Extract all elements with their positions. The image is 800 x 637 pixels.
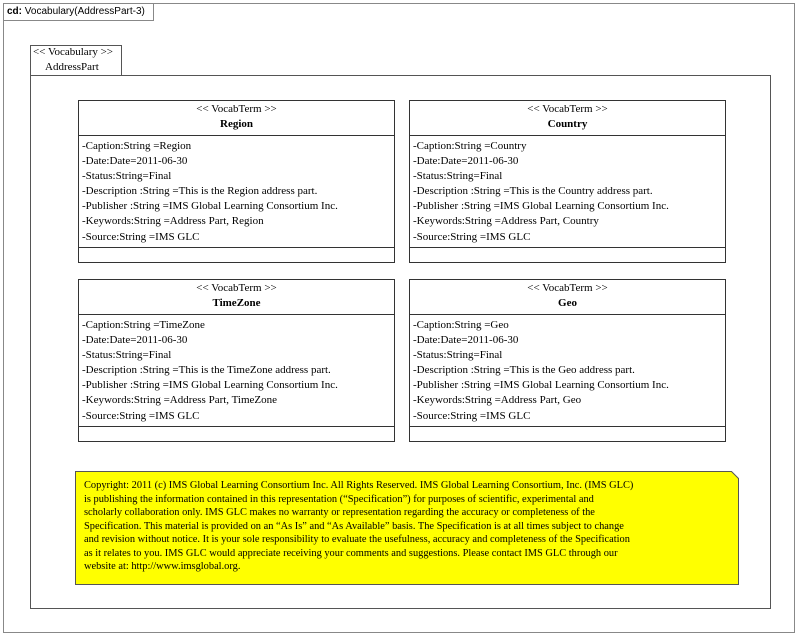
attribute: -Keywords:String =Address Part, Country <box>413 215 599 228</box>
note-line: and revision without notice. It is your sole responsibility to evaluate the usefulness, accuracy and completeness of the Specification <box>84 534 630 545</box>
package-stereotype: << Vocabulary >> <box>33 46 114 58</box>
attribute: -Status:String=Final <box>82 349 172 362</box>
attribute: -Caption:String =Geo <box>413 319 509 331</box>
package-name: AddressPart <box>45 61 99 73</box>
class-name: Region <box>220 118 253 130</box>
note-line: as it relates to you. IMS GLC would appreciate receiving your comments and suggestions. Please contact IMS GLC through our <box>84 547 618 559</box>
attribute: -Caption:String =Country <box>413 140 527 152</box>
attribute: -Caption:String =TimeZone <box>82 319 205 331</box>
frame-label: cd: Vocabulary(AddressPart-3) <box>4 4 154 21</box>
attribute: -Status:String=Final <box>413 349 503 362</box>
attribute: -Status:String=Final <box>413 170 503 183</box>
attribute: -Description :String =This is the Region address part. <box>82 185 318 198</box>
attribute: -Source:String =IMS GLC <box>413 409 531 422</box>
attribute: -Publisher :String =IMS Global Learning Consortium Inc. <box>413 200 669 213</box>
note-line: Copyright: 2011 (c) IMS Global Learning Consortium Inc. All Rights Reserved. IMS Global Learning Consortium, Inc. (IMS GLC) <box>84 480 634 491</box>
attribute: -Caption:String =Region <box>82 140 192 152</box>
copyright-note[interactable] <box>75 471 739 585</box>
attribute: -Description :String =This is the Geo address part. <box>413 364 635 377</box>
attribute: -Publisher :String =IMS Global Learning Consortium Inc. <box>82 200 338 213</box>
note-line: Specification. This material is provided on an “As Is” and “As Available” basis. The Specification is at all times subject to change <box>84 520 624 532</box>
attribute: -Keywords:String =Address Part, TimeZone <box>82 394 278 407</box>
class-stereotype: << VocabTerm >> <box>196 282 277 294</box>
class-stereotype: << VocabTerm >> <box>196 103 277 115</box>
note-fold-line <box>731 471 739 479</box>
class-name: Geo <box>558 297 577 309</box>
attribute: -Publisher :String =IMS Global Learning Consortium Inc. <box>413 379 669 392</box>
attribute: -Description :String =This is the TimeZone address part. <box>82 364 331 377</box>
attribute: -Source:String =IMS GLC <box>413 230 531 243</box>
class-stereotype: << VocabTerm >> <box>527 103 608 115</box>
attribute: -Description :String =This is the Country address part. <box>413 185 653 198</box>
note-line: scholarly collaboration only. IMS GLC makes no warranty or representation regarding the accuracy or completeness of the <box>84 507 595 518</box>
package-tab[interactable] <box>30 45 122 76</box>
class-region[interactable] <box>78 100 395 263</box>
class-country[interactable] <box>409 100 726 263</box>
class-name: Country <box>547 118 588 130</box>
class-timezone[interactable] <box>78 279 395 442</box>
note-line: is publishing the information contained in this representation (“Specification”) for purposes of scientific, experimental and <box>84 493 594 505</box>
attribute: -Date:Date=2011-06-30 <box>82 155 188 168</box>
attribute: -Publisher :String =IMS Global Learning Consortium Inc. <box>82 379 338 392</box>
attribute: -Source:String =IMS GLC <box>82 409 200 422</box>
class-stereotype: << VocabTerm >> <box>527 282 608 294</box>
attribute: -Keywords:String =Address Part, Geo <box>413 394 582 407</box>
attribute: -Date:Date=2011-06-30 <box>413 155 519 168</box>
attribute: -Date:Date=2011-06-30 <box>413 334 519 347</box>
note-line: website at: http://www.imsglobal.org. <box>84 561 241 572</box>
class-geo[interactable] <box>409 279 726 442</box>
attribute: -Source:String =IMS GLC <box>82 230 200 243</box>
attribute: -Keywords:String =Address Part, Region <box>82 215 264 228</box>
class-name: TimeZone <box>212 297 261 309</box>
attribute: -Date:Date=2011-06-30 <box>82 334 188 347</box>
attribute: -Status:String=Final <box>82 170 172 183</box>
